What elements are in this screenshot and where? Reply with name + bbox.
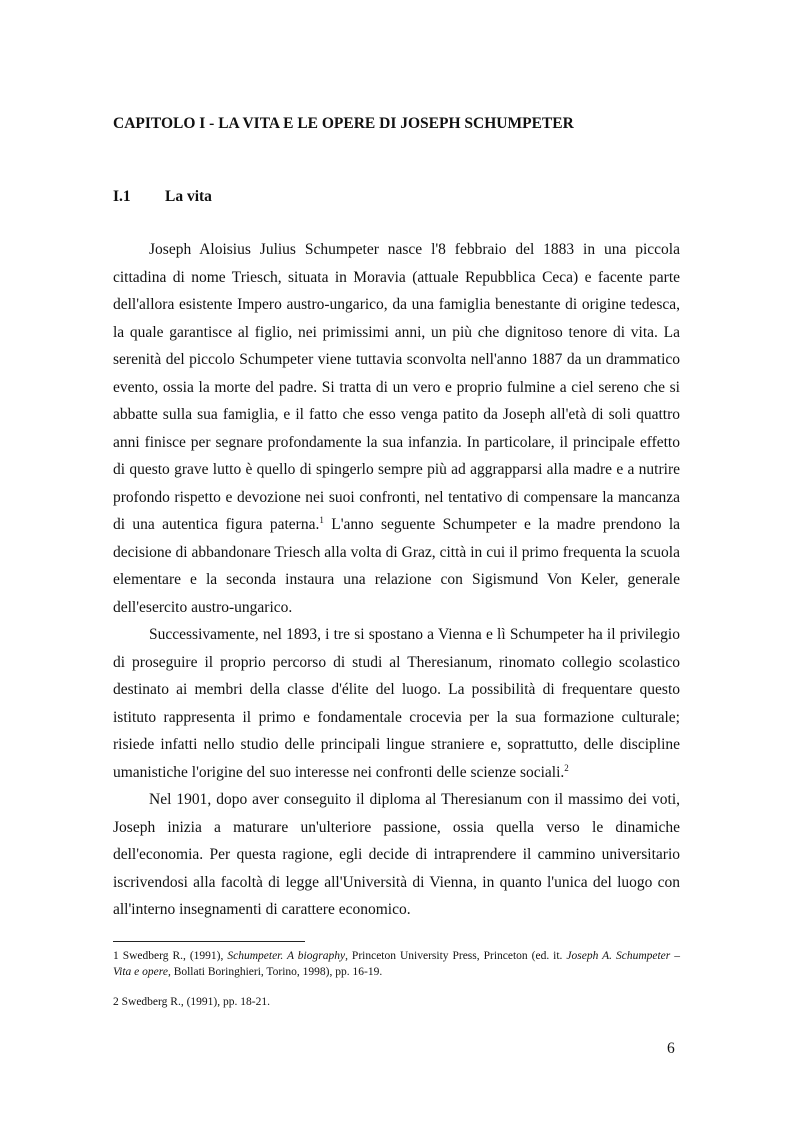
paragraph-text: Nel 1901, dopo aver conseguito il diploma al Theresianum con il massimo dei voti, Joseph inizia a maturare un'ulteriore passione, ossia quella verso le dinamiche dell'economia. Per questa ragione, egli decide di intraprendere il cammino universitario iscrivendosi alla facoltà di legge all'Università di Vienna, in quanto l'unica del luogo con all'interno insegnamenti di carattere economico. xyxy=(113,791,680,918)
footnote-text: , Princeton University Press, Princeton (ed. it. xyxy=(345,950,567,962)
paragraph-text: L'anno seguente Schumpeter e la madre prendono la decisione di abbandonare Triesch alla volta di Graz, città in cui il primo frequenta la scuola elementare e la seconda instaura una relazione con Sigismund Von Keler, generale dell'esercito austro-ungarico. xyxy=(113,516,680,616)
footnote-text: Swedberg R., (1991), xyxy=(118,950,228,962)
footnotes xyxy=(113,948,680,1024)
chapter-title: CAPITOLO I - LA VITA E LE OPERE DI JOSEPH SCHUMPETER xyxy=(113,115,574,132)
footnote xyxy=(113,994,680,1010)
page-number: 6 xyxy=(667,1040,675,1057)
footnote-separator xyxy=(113,941,305,942)
paragraph-text: Successivamente, nel 1893, i tre si spostano a Vienna e lì Schumpeter ha il privilegio di proseguire il proprio percorso di studi al Theresianum, rinomato collegio scolastico destinato ai membri della classe d'élite del luogo. La possibilità di frequentare questo istituto rappresenta il primo e fondamentale crocevia per la sua formazione culturale; risiede infatti nello studio delle principali lingue straniere e, soprattutto, delle discipline umanistiche l'origine del suo interesse nei confronti delle scienze sociali. xyxy=(113,626,680,781)
body-text xyxy=(113,236,680,924)
section-heading xyxy=(113,188,212,206)
footnote xyxy=(113,948,680,980)
footnote-number: 2 xyxy=(113,996,119,1008)
footnote-number: 1 xyxy=(113,950,119,962)
footnote-reference[interactable]: 1 xyxy=(319,515,324,525)
footnote-book-title: Schumpeter. A biography xyxy=(227,950,346,962)
footnote-text: Swedberg R., (1991), pp. 18-21. xyxy=(118,996,270,1008)
footnote-reference[interactable]: 2 xyxy=(564,762,569,773)
footnote-italian-title: Joseph A. Schumpeter – Vita e opere xyxy=(113,950,680,978)
paragraph xyxy=(113,236,680,621)
footnote-text: , Bollati Boringhieri, Torino, 1998), pp. 16-19. xyxy=(167,966,383,978)
section-title: La vita xyxy=(165,188,212,205)
section-number: I.1 xyxy=(113,188,131,205)
paragraph-text: Joseph Aloisius Julius Schumpeter nasce l'8 febbraio del 1883 in una piccola cittadina di nome Triesch, situata in Moravia (attuale Repubblica Ceca) e facente parte dell'allora esistente Impero austro-ungarico, da una famiglia benestante di origine tedesca, la quale garantisce al figlio, nei primissimi anni, un più che dignitoso tenore di vita. La serenità del piccolo Schumpeter viene tuttavia sconvolta nell'anno 1887 da un drammatico evento, ossia la morte del padre. Si tratta di un vero e proprio fulmine a ciel sereno che si abbatte sulla sua famiglia, e il fatto che esso venga patito da Joseph all'età di soli quattro anni finisce per segnare profondamente la sua infanzia. In particolare, il principale effetto di questo grave lutto è quello di spingerlo sempre più ad aggrapparsi alla madre e a nutrire profondo rispetto e devozione nei suoi confronti, nel tentativo di compensare la mancanza di una autentica figura paterna. xyxy=(113,241,680,533)
paragraph xyxy=(113,786,680,924)
paragraph xyxy=(113,621,680,786)
